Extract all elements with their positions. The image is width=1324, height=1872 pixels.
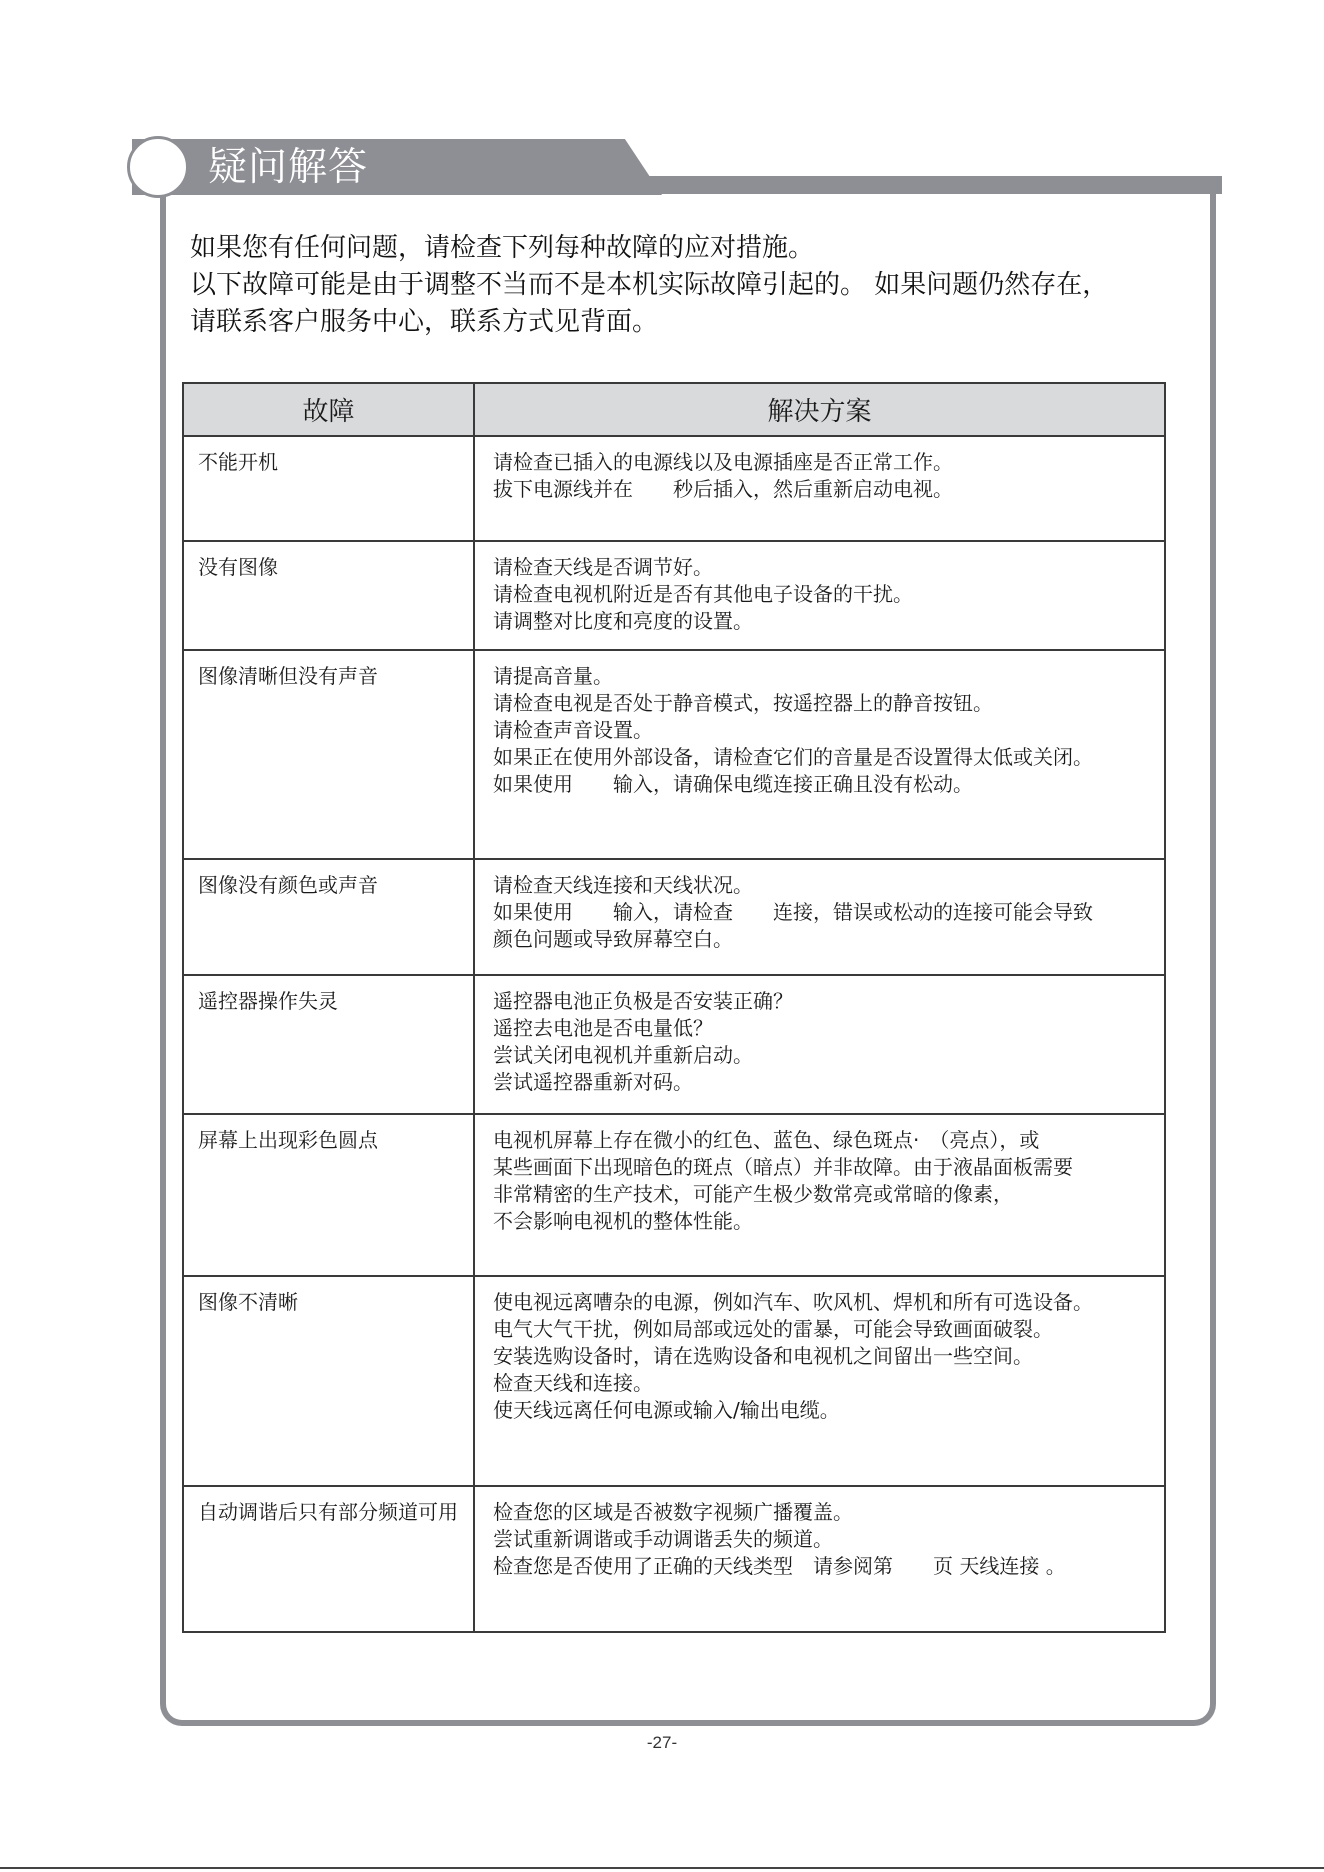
- problem-cell: 图像没有颜色或声音: [183, 859, 474, 975]
- solution-line: 使天线远离任何电源或输入/输出电缆。: [493, 1398, 840, 1422]
- solution-line: 某些画面下出现暗色的斑点（暗点）并非故障。由于液晶面板需要: [493, 1155, 1073, 1179]
- solution-cell: [474, 859, 1165, 975]
- solution-line: 请检查天线连接和天线状况。: [493, 873, 753, 897]
- solution-line: 请提高音量。: [493, 664, 613, 688]
- solution-line: 请检查电视机附近是否有其他电子设备的干扰。: [493, 582, 913, 606]
- solution-line: 使电视远离嘈杂的电源，例如汽车、吹风机、焊机和所有可选设备。: [493, 1290, 1093, 1314]
- solution-line: 拔下电源线并在 秒后插入，然后重新启动电视。: [493, 477, 953, 501]
- problem-cell: 屏幕上出现彩色圆点: [183, 1114, 474, 1276]
- table-header-row: [183, 383, 1165, 436]
- solution-cell: [474, 541, 1165, 650]
- problem-cell: 遥控器操作失灵: [183, 975, 474, 1114]
- solution-cell: [474, 1114, 1165, 1276]
- solution-line: 如果使用 输入，请确保电缆连接正确且没有松动。: [493, 772, 973, 796]
- solution-cell: [474, 436, 1165, 541]
- solution-cell: [474, 1276, 1165, 1486]
- column-header-problem: 故障: [183, 383, 474, 436]
- solution-line: 检查您是否使用了正确的天线类型 请参阅第 页 天线连接 。: [493, 1554, 1066, 1578]
- intro-text: [190, 230, 1200, 341]
- problem-cell: 图像不清晰: [183, 1276, 474, 1486]
- bottom-divider: [0, 1867, 1324, 1869]
- column-header-solution: 解决方案: [474, 383, 1165, 436]
- intro-line: 以下故障可能是由于调整不当而不是本机实际故障引起的。 如果问题仍然存在，: [190, 270, 1109, 300]
- solution-line: 请检查已插入的电源线以及电源插座是否正常工作。: [493, 450, 953, 474]
- table-row: [183, 975, 1165, 1114]
- solution-line: 请检查电视是否处于静音模式，按遥控器上的静音按钮。: [493, 691, 993, 715]
- table-row: [183, 859, 1165, 975]
- solution-line: 电气大气干扰，例如局部或远处的雷暴，可能会导致画面破裂。: [493, 1317, 1053, 1341]
- solution-line: 遥控器电池正负极是否安装正确？: [493, 989, 793, 1013]
- table-row: [183, 1486, 1165, 1632]
- solution-cell: [474, 1486, 1165, 1632]
- intro-line: 请联系客户服务中心，联系方式见背面。: [190, 307, 659, 337]
- solution-line: 颜色问题或导致屏幕空白。: [493, 927, 733, 951]
- table-row: [183, 1276, 1165, 1486]
- troubleshooting-table: [182, 382, 1166, 1633]
- solution-line: 检查天线和连接。: [493, 1371, 653, 1395]
- solution-line: 请调整对比度和亮度的设置。: [493, 609, 753, 633]
- solution-line: 安装选购设备时，请在选购设备和电视机之间留出一些空间。: [493, 1344, 1033, 1368]
- table-row: [183, 1114, 1165, 1276]
- solution-line: 如果正在使用外部设备，请检查它们的音量是否设置得太低或关闭。: [493, 745, 1093, 769]
- solution-line: 请检查声音设置。: [493, 718, 653, 742]
- solution-line: 检查您的区域是否被数字视频广播覆盖。: [493, 1500, 853, 1524]
- solution-line: 尝试遥控器重新对码。: [493, 1070, 693, 1094]
- table-row: [183, 650, 1165, 859]
- page-title: 疑问解答: [208, 145, 369, 190]
- solution-cell: [474, 975, 1165, 1114]
- intro-line: 如果您有任何问题，请检查下列每种故障的应对措施。: [190, 233, 815, 263]
- solution-line: 尝试关闭电视机并重新启动。: [493, 1043, 753, 1067]
- solution-line: 电视机屏幕上存在微小的红色、蓝色、绿色斑点· （亮点），或: [493, 1128, 1040, 1152]
- problem-cell: 自动调谐后只有部分频道可用: [183, 1486, 474, 1632]
- table-row: [183, 541, 1165, 650]
- page-number: -27-: [646, 1733, 678, 1752]
- solution-line: 请检查天线是否调节好。: [493, 555, 713, 579]
- solution-line: 非常精密的生产技术，可能产生极少数常亮或常暗的像素，: [493, 1182, 1013, 1206]
- header-circle-icon: [127, 136, 189, 198]
- problem-cell: 没有图像: [183, 541, 474, 650]
- solution-cell: [474, 650, 1165, 859]
- table-row: [183, 436, 1165, 541]
- problem-cell: 图像清晰但没有声音: [183, 650, 474, 859]
- solution-line: 尝试重新调谐或手动调谐丢失的频道。: [493, 1527, 833, 1551]
- problem-cell: 不能开机: [183, 436, 474, 541]
- solution-line: 如果使用 输入，请检查 连接，错误或松动的连接可能会导致: [493, 900, 1093, 924]
- solution-line: 不会影响电视机的整体性能。: [493, 1209, 753, 1233]
- solution-line: 遥控去电池是否电量低？: [493, 1016, 713, 1040]
